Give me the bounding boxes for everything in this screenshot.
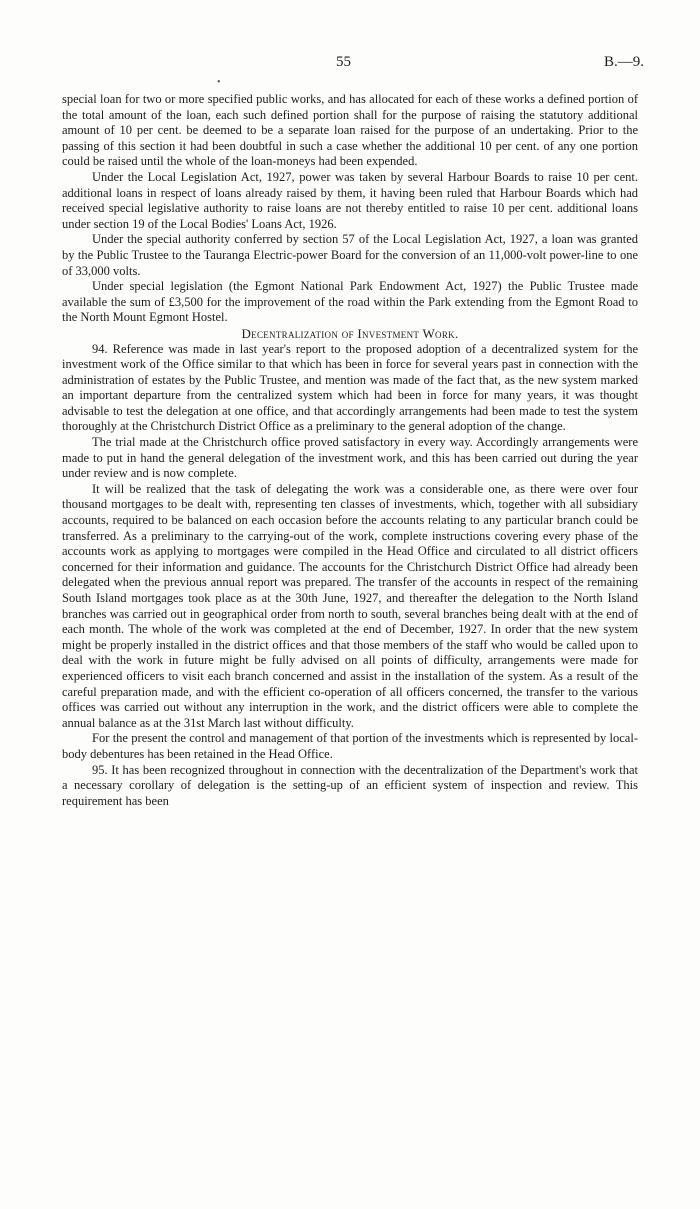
print-mark: • xyxy=(217,77,221,88)
document-body xyxy=(62,92,638,809)
paragraph: 94. Reference was made in last year's report to the proposed adoption of a decentralized system for the investment work of the Office similar to that which has been in force for several years past in connection with the administration of estates by the Public Trustee, and mention was made of the fact that, as the new system marked an important departure from the centralized system which had been in force for many years, it was thought advisable to test the delegation at one office, and that accordingly arrangements had been made to test the system thoroughly at the Christchurch District Office as a preliminary to the general adoption of the change. xyxy=(62,341,638,434)
page-header xyxy=(0,54,700,74)
page-number: 55 xyxy=(336,54,351,70)
document-reference: B.—9. xyxy=(603,54,644,70)
paragraph: Under the Local Legislation Act, 1927, power was taken by several Harbour Boards to raise 10 per cent. additional loans in respect of loans already raised by them, it having been ruled that Harbour Boards which had received special legislative authority to raise loans are not thereby entitled to raise 10 per cent. additional loans under section 19 of the Local Bodies' Loans Act, 1926. xyxy=(62,169,638,231)
paragraph: It will be realized that the task of delegating the work was a considerable one, as there were over four thousand mortgages to be dealt with, representing ten classes of investments, which, together with all subsidiary accounts, required to be balanced on each occasion before the accounts relating to any particular branch could be transferred. As a preliminary to the carrying-out of the work, complete instructions covering every phase of the accounts work as applying to mortgages were compiled in the Head Office and circulated to all district officers concerned for their information and guidance. The accounts for the Christchurch District Office had already been delegated when the previous annual report was prepared. The transfer of the accounts in respect of the remaining South Island mortgages took place as at the 30th June, 1927, and thereafter the delegation to the North Island branches was carried out in geographical order from north to south, several branches being dealt with at the end of each month. The whole of the work was completed at the end of December, 1927. In order that the new system might be properly installed in the district offices and that those members of the staff who would be called upon to deal with the work in future might be fully advised on all points of difficulty, arrangements were made for experienced officers to visit each branch concerned and assist in the installation of the system. As a result of the careful preparation made, and with the efficient co-operation of all officers concerned, the transfer to the various offices was carried out without any interruption in the work, and the district officers were able to complete the annual balance as at the 31st March last without difficulty. xyxy=(62,481,638,730)
paragraph: special loan for two or more specified public works, and has allocated for each of these works a defined portion of the total amount of the loan, each such defined portion shall for the purpose of raising the statutory additional amount of 10 per cent. be deemed to be a separate loan raised for the purpose of an undertaking. Prior to the passing of this section it had been doubtful in such a case whether the additional 10 per cent. of any one portion could be raised until the whole of the loan-moneys had been expended. xyxy=(62,92,638,169)
paragraph: Under special legislation (the Egmont National Park Endowment Act, 1927) the Public Trustee made available the sum of £3,500 for the improvement of the road within the Park extending from the Egmont Road to the North Mount Egmont Hostel. xyxy=(62,279,638,325)
section-heading: Decentralization of Investment Work. xyxy=(241,325,459,341)
paragraph: 95. It has been recognized throughout in connection with the decentralization of the Department's work that a necessary corollary of delegation is the setting-up of an efficient system of inspection and review. This requirement has been xyxy=(62,762,638,808)
paragraph: For the present the control and management of that portion of the investments which is represented by local-body debentures has been retained in the Head Office. xyxy=(62,731,638,761)
paragraph: Under the special authority conferred by section 57 of the Local Legislation Act, 1927, a loan was granted by the Public Trustee to the Tauranga Electric-power Board for the conversion of an 11,000-volt power-line to one of 33,000 volts. xyxy=(62,232,638,278)
paragraph: The trial made at the Christchurch office proved satisfactory in every way. Accordingly arrangements were made to put in hand the general delegation of the investment work, and this has been carried out during the year under review and is now complete. xyxy=(62,435,638,481)
